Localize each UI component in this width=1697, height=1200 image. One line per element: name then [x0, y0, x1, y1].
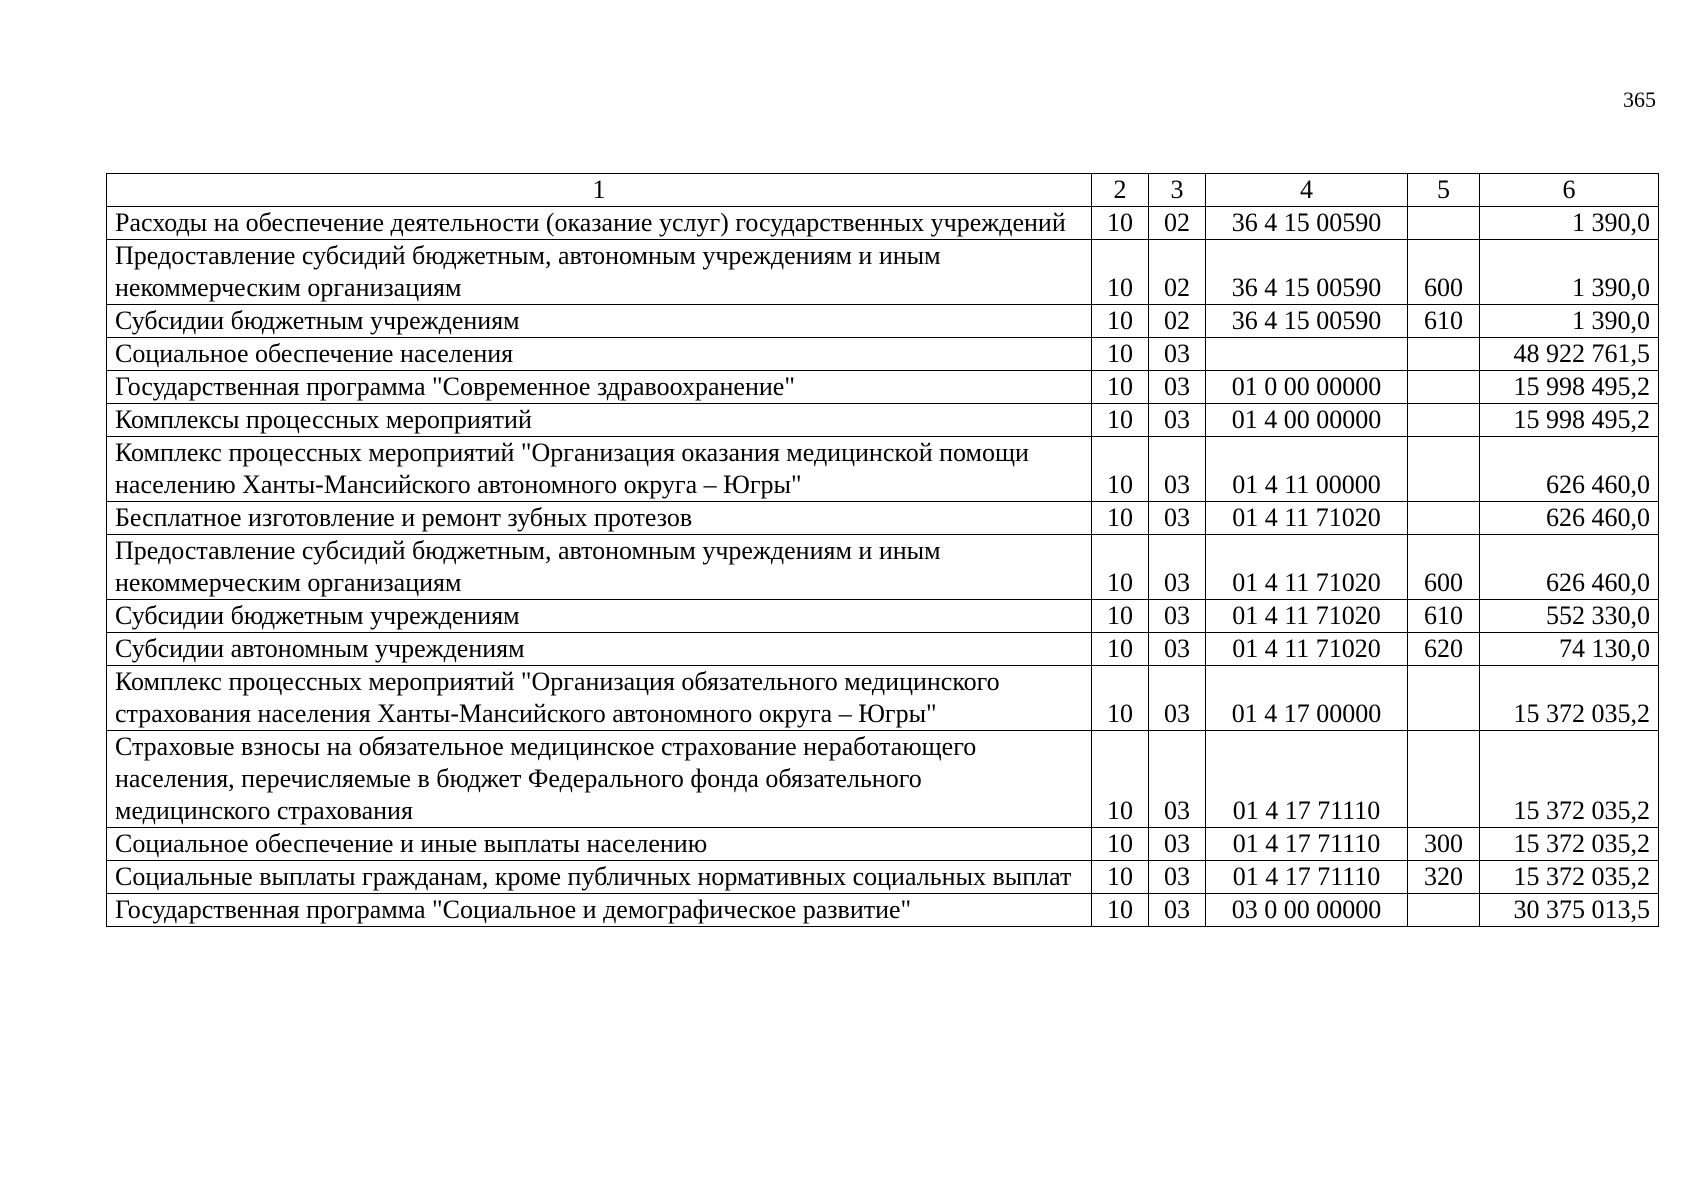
table-body: [107, 207, 1659, 927]
target-article-cell: 01 4 11 71020: [1206, 502, 1408, 535]
amount-cell: 30 375 013,5: [1480, 894, 1659, 927]
item-name-cell: Субсидии бюджетным учреждениям: [107, 600, 1092, 633]
item-name-cell: Комплекс процессных мероприятий "Организация оказания медицинской помощи населению Ханты-Мансийского автономного округа – Югры": [107, 437, 1092, 502]
amount-cell: 15 372 035,2: [1480, 731, 1659, 828]
target-article-cell: 01 4 00 00000: [1206, 404, 1408, 437]
table-row: [107, 535, 1659, 600]
item-name-cell: Бесплатное изготовление и ремонт зубных протезов: [107, 502, 1092, 535]
section-cell: 10: [1092, 894, 1149, 927]
subsection-cell: 02: [1149, 240, 1206, 305]
target-article-cell: 01 4 17 00000: [1206, 666, 1408, 731]
target-article-cell: 01 4 17 71110: [1206, 861, 1408, 894]
item-name-cell: Предоставление субсидий бюджетным, автономным учреждениям и иным некоммерческим организациям: [107, 240, 1092, 305]
target-article-cell: 01 4 11 71020: [1206, 633, 1408, 666]
section-cell: 10: [1092, 371, 1149, 404]
section-cell: 10: [1092, 240, 1149, 305]
header-col-6: 6: [1480, 174, 1659, 207]
item-name-cell: Субсидии автономным учреждениям: [107, 633, 1092, 666]
expense-type-cell: [1408, 731, 1480, 828]
amount-cell: 48 922 761,5: [1480, 338, 1659, 371]
subsection-cell: 03: [1149, 371, 1206, 404]
item-name-cell: Расходы на обеспечение деятельности (оказание услуг) государственных учреждений: [107, 207, 1092, 240]
table-row: [107, 305, 1659, 338]
section-cell: 10: [1092, 305, 1149, 338]
section-cell: 10: [1092, 666, 1149, 731]
expense-type-cell: 600: [1408, 535, 1480, 600]
section-cell: 10: [1092, 861, 1149, 894]
item-name-cell: Субсидии бюджетным учреждениям: [107, 305, 1092, 338]
section-cell: 10: [1092, 404, 1149, 437]
header-col-3: 3: [1149, 174, 1206, 207]
expense-type-cell: [1408, 894, 1480, 927]
section-cell: 10: [1092, 535, 1149, 600]
item-name-cell: Социальные выплаты гражданам, кроме публичных нормативных социальных выплат: [107, 861, 1092, 894]
subsection-cell: 02: [1149, 207, 1206, 240]
table-row: [107, 371, 1659, 404]
page-number: 365: [1623, 87, 1656, 112]
amount-cell: 15 372 035,2: [1480, 828, 1659, 861]
table-row: [107, 666, 1659, 731]
section-cell: 10: [1092, 437, 1149, 502]
subsection-cell: 03: [1149, 338, 1206, 371]
expense-type-cell: [1408, 502, 1480, 535]
target-article-cell: [1206, 338, 1408, 371]
item-name-cell: Страховые взносы на обязательное медицинское страхование неработающего населения, перечисляемые в бюджет Федерального фонда обязательного медицинского страхования: [107, 731, 1092, 828]
expense-type-cell: [1408, 404, 1480, 437]
target-article-cell: 36 4 15 00590: [1206, 207, 1408, 240]
expense-type-cell: [1408, 371, 1480, 404]
target-article-cell: 01 0 00 00000: [1206, 371, 1408, 404]
table-row: [107, 502, 1659, 535]
table-row: [107, 600, 1659, 633]
target-article-cell: 01 4 11 00000: [1206, 437, 1408, 502]
expense-type-cell: 300: [1408, 828, 1480, 861]
amount-cell: 15 372 035,2: [1480, 666, 1659, 731]
section-cell: 10: [1092, 338, 1149, 371]
table-row: [107, 828, 1659, 861]
table-row: [107, 338, 1659, 371]
expense-type-cell: [1408, 338, 1480, 371]
subsection-cell: 03: [1149, 633, 1206, 666]
table-row: [107, 894, 1659, 927]
amount-cell: 626 460,0: [1480, 502, 1659, 535]
subsection-cell: 03: [1149, 894, 1206, 927]
target-article-cell: 36 4 15 00590: [1206, 305, 1408, 338]
subsection-cell: 03: [1149, 828, 1206, 861]
section-cell: 10: [1092, 502, 1149, 535]
target-article-cell: 01 4 17 71110: [1206, 828, 1408, 861]
amount-cell: 15 998 495,2: [1480, 371, 1659, 404]
subsection-cell: 03: [1149, 600, 1206, 633]
item-name-cell: Комплекс процессных мероприятий "Организация обязательного медицинского страхования населения Ханты-Мансийского автономного округа – Югры": [107, 666, 1092, 731]
item-name-cell: Государственная программа "Социальное и демографическое развитие": [107, 894, 1092, 927]
table-row: [107, 633, 1659, 666]
expense-type-cell: [1408, 207, 1480, 240]
subsection-cell: 03: [1149, 731, 1206, 828]
item-name-cell: Социальное обеспечение населения: [107, 338, 1092, 371]
amount-cell: 1 390,0: [1480, 240, 1659, 305]
subsection-cell: 02: [1149, 305, 1206, 338]
header-col-4: 4: [1206, 174, 1408, 207]
header-col-2: 2: [1092, 174, 1149, 207]
subsection-cell: 03: [1149, 437, 1206, 502]
table-row: [107, 404, 1659, 437]
table-row: [107, 731, 1659, 828]
amount-cell: 626 460,0: [1480, 437, 1659, 502]
item-name-cell: Государственная программа "Современное здравоохранение": [107, 371, 1092, 404]
budget-table: [106, 173, 1659, 927]
item-name-cell: Предоставление субсидий бюджетным, автономным учреждениям и иным некоммерческим организациям: [107, 535, 1092, 600]
amount-cell: 15 372 035,2: [1480, 861, 1659, 894]
target-article-cell: 01 4 11 71020: [1206, 600, 1408, 633]
subsection-cell: 03: [1149, 861, 1206, 894]
item-name-cell: Комплексы процессных мероприятий: [107, 404, 1092, 437]
subsection-cell: 03: [1149, 535, 1206, 600]
section-cell: 10: [1092, 600, 1149, 633]
target-article-cell: 01 4 17 71110: [1206, 731, 1408, 828]
subsection-cell: 03: [1149, 666, 1206, 731]
table-row: [107, 437, 1659, 502]
section-cell: 10: [1092, 731, 1149, 828]
amount-cell: 626 460,0: [1480, 535, 1659, 600]
subsection-cell: 03: [1149, 502, 1206, 535]
target-article-cell: 36 4 15 00590: [1206, 240, 1408, 305]
header-col-5: 5: [1408, 174, 1480, 207]
expense-type-cell: 320: [1408, 861, 1480, 894]
target-article-cell: 03 0 00 00000: [1206, 894, 1408, 927]
amount-cell: 15 998 495,2: [1480, 404, 1659, 437]
table-row: [107, 207, 1659, 240]
target-article-cell: 01 4 11 71020: [1206, 535, 1408, 600]
expense-type-cell: [1408, 666, 1480, 731]
subsection-cell: 03: [1149, 404, 1206, 437]
expense-type-cell: 620: [1408, 633, 1480, 666]
amount-cell: 1 390,0: [1480, 207, 1659, 240]
table-header-row: [107, 174, 1659, 207]
section-cell: 10: [1092, 828, 1149, 861]
expense-type-cell: [1408, 437, 1480, 502]
section-cell: 10: [1092, 633, 1149, 666]
header-col-1: 1: [107, 174, 1092, 207]
item-name-cell: Социальное обеспечение и иные выплаты населению: [107, 828, 1092, 861]
amount-cell: 552 330,0: [1480, 600, 1659, 633]
table-row: [107, 240, 1659, 305]
expense-type-cell: 610: [1408, 600, 1480, 633]
table-row: [107, 861, 1659, 894]
amount-cell: 74 130,0: [1480, 633, 1659, 666]
expense-type-cell: 610: [1408, 305, 1480, 338]
section-cell: 10: [1092, 207, 1149, 240]
expense-type-cell: 600: [1408, 240, 1480, 305]
amount-cell: 1 390,0: [1480, 305, 1659, 338]
